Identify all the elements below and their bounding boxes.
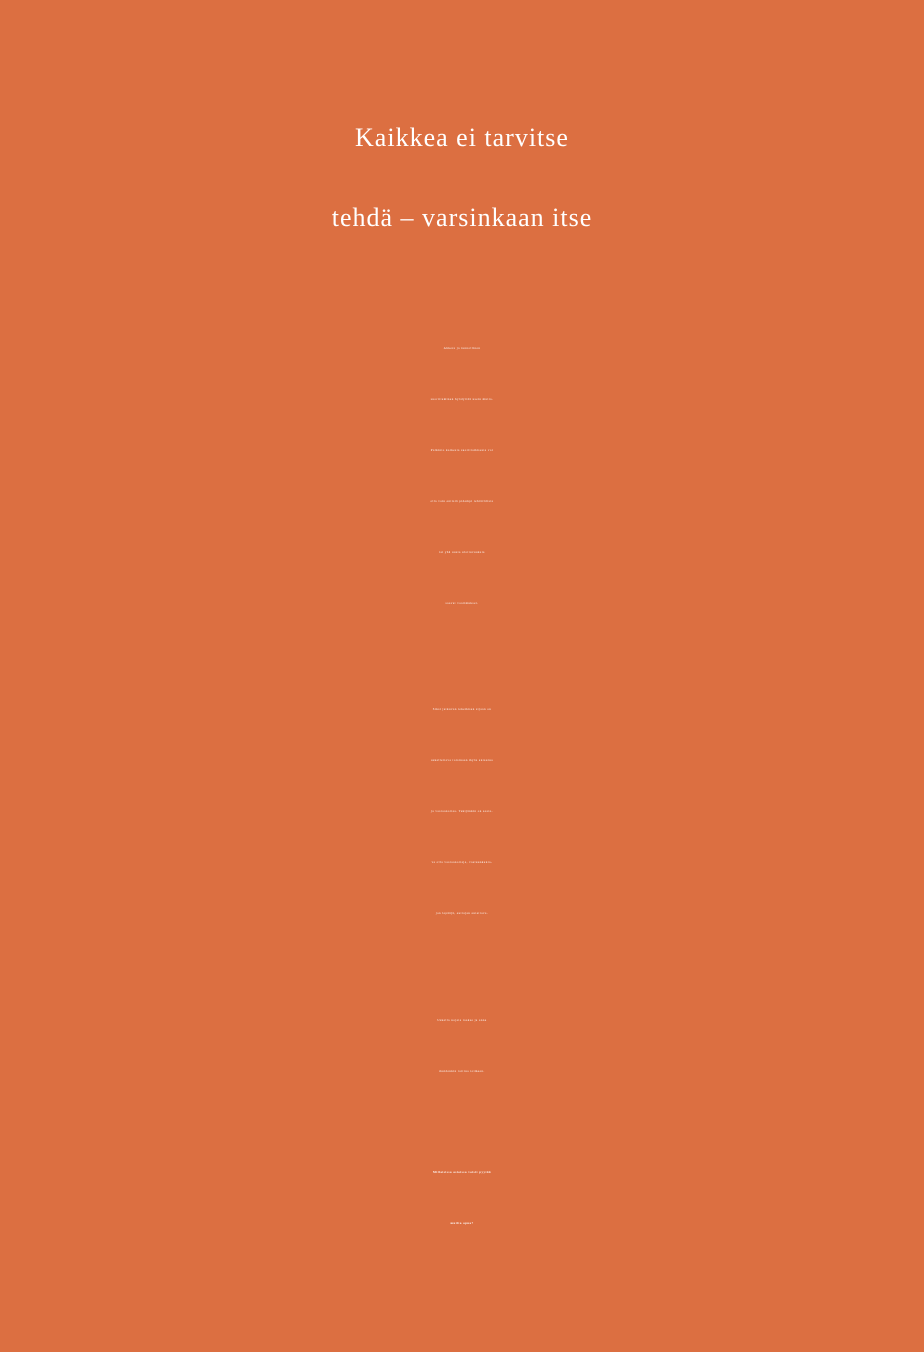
- text-line: olla vain entistä pidempi tehtävälista: [430, 499, 494, 503]
- text-line: muidenkin tarttua toimeen.: [439, 1069, 485, 1073]
- text-line: jan lepääjä, auttajan autettava.: [435, 911, 489, 915]
- text-line: tai yhä uusia ulottuvuuksia: [439, 550, 485, 554]
- text-line: suorittaminen hyödyttää usein muita.: [430, 397, 494, 401]
- title-line: tehdä – varsinkaan itse: [331, 203, 593, 232]
- text-line: Uskalla nojata taakse ja anna: [437, 1018, 487, 1022]
- title-line: Kaikkea ei tarvitse: [355, 123, 569, 152]
- question-line: Millaisissa asioissa voisit pyytää: [433, 1170, 491, 1174]
- text-line: Palkinto kaikesta suorittamisesta voi: [430, 448, 494, 452]
- text-line: Ahkera ja tunnollinen: [443, 346, 481, 350]
- question-line: muilta apua?: [450, 1221, 474, 1225]
- text-line: ja vastaanottaa. Tekijänkin on saata-: [431, 809, 493, 813]
- text-line: uskallettava toisinaan myös antautua: [430, 758, 494, 762]
- text-line: Siksi jatkuvan tekemisen sijaan on: [432, 707, 492, 711]
- text-line: saavat vaatimukset.: [445, 601, 479, 605]
- page-title: [0, 98, 924, 258]
- reflection-question: [0, 1147, 924, 1249]
- paragraph-intro: [0, 323, 924, 629]
- text-line: va olla vastaanottaja, vastuunkanta-: [431, 860, 493, 864]
- paragraph-body: [0, 684, 924, 939]
- paragraph-encouragement: [0, 995, 924, 1097]
